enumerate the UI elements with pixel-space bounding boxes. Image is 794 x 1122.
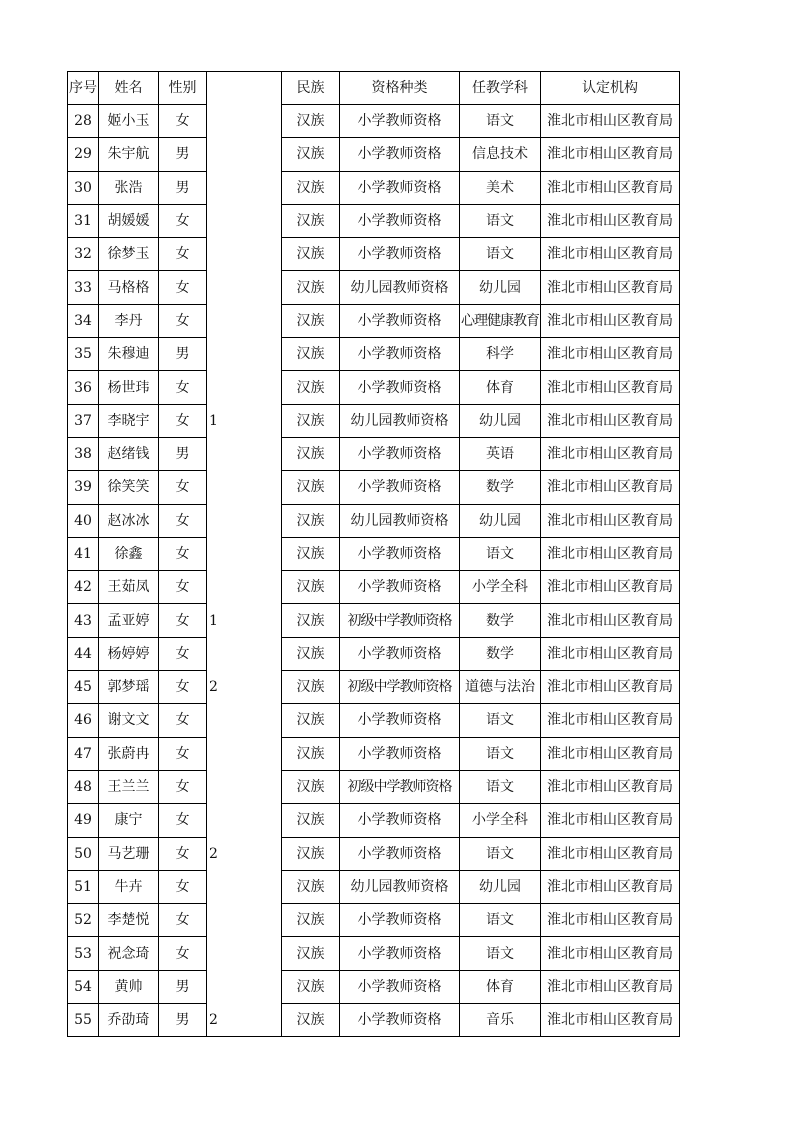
cell-blank [245, 171, 282, 204]
cell-authority: 淮北市相山区教育局 [541, 537, 680, 570]
cell-ethnicity: 汉族 [282, 338, 340, 371]
cell-qualification: 小学教师资格 [340, 171, 460, 204]
cell-gender: 男 [159, 138, 207, 171]
cell-ethnicity: 汉族 [282, 437, 340, 470]
cell-ethnicity: 汉族 [282, 571, 340, 604]
table-row [68, 338, 680, 371]
cell-blank [245, 338, 282, 371]
cell-ethnicity: 汉族 [282, 804, 340, 837]
cell-authority: 淮北市相山区教育局 [541, 837, 680, 870]
cell-blank [245, 504, 282, 537]
cell-gender: 女 [159, 870, 207, 903]
cell-extra [207, 171, 245, 204]
table-row [68, 504, 680, 537]
cell-name: 康宁 [99, 804, 159, 837]
header-gender: 性别 [159, 72, 207, 105]
cell-name: 谢文文 [99, 704, 159, 737]
cell-qualification: 小学教师资格 [340, 338, 460, 371]
cell-blank [245, 770, 282, 803]
cell-blank [245, 637, 282, 670]
cell-subject: 道德与法治 [460, 671, 541, 704]
table-row [68, 704, 680, 737]
cell-seq: 36 [68, 371, 99, 404]
cell-extra [207, 904, 245, 937]
table-row [68, 937, 680, 970]
cell-gender: 女 [159, 671, 207, 704]
cell-seq: 46 [68, 704, 99, 737]
cell-ethnicity: 汉族 [282, 204, 340, 237]
cell-ethnicity: 汉族 [282, 138, 340, 171]
cell-gender: 女 [159, 704, 207, 737]
cell-blank [245, 804, 282, 837]
cell-qualification: 小学教师资格 [340, 437, 460, 470]
cell-qualification: 初级中学教师资格 [340, 770, 460, 803]
cell-name: 杨世玮 [99, 371, 159, 404]
cell-qualification: 幼儿园教师资格 [340, 271, 460, 304]
cell-gender: 女 [159, 238, 207, 271]
cell-authority: 淮北市相山区教育局 [541, 970, 680, 1003]
cell-seq: 31 [68, 204, 99, 237]
cell-subject: 心理健康教育 [460, 304, 541, 337]
cell-extra [207, 504, 245, 537]
cell-qualification: 初级中学教师资格 [340, 671, 460, 704]
cell-gender: 女 [159, 937, 207, 970]
cell-authority: 淮北市相山区教育局 [541, 870, 680, 903]
cell-subject: 数学 [460, 637, 541, 670]
cell-ethnicity: 汉族 [282, 1004, 340, 1037]
cell-blank [245, 138, 282, 171]
cell-authority: 淮北市相山区教育局 [541, 504, 680, 537]
cell-qualification: 小学教师资格 [340, 238, 460, 271]
cell-ethnicity: 汉族 [282, 970, 340, 1003]
cell-qualification: 小学教师资格 [340, 904, 460, 937]
cell-subject: 信息技术 [460, 138, 541, 171]
cell-blank [245, 238, 282, 271]
cell-qualification: 小学教师资格 [340, 937, 460, 970]
cell-subject: 语文 [460, 937, 541, 970]
cell-subject: 语文 [460, 537, 541, 570]
cell-extra [207, 537, 245, 570]
cell-extra [207, 970, 245, 1003]
table-row [68, 437, 680, 470]
cell-qualification: 小学教师资格 [340, 837, 460, 870]
cell-qualification: 小学教师资格 [340, 105, 460, 138]
table-row [68, 637, 680, 670]
table-row [68, 837, 680, 870]
cell-blank [245, 537, 282, 570]
cell-name: 马格格 [99, 271, 159, 304]
cell-blank [245, 404, 282, 437]
cell-gender: 女 [159, 304, 207, 337]
cell-subject: 美术 [460, 171, 541, 204]
cell-ethnicity: 汉族 [282, 704, 340, 737]
cell-seq: 54 [68, 970, 99, 1003]
cell-name: 马艺珊 [99, 837, 159, 870]
cell-blank [245, 1004, 282, 1037]
cell-blank [245, 105, 282, 138]
table-row [68, 571, 680, 604]
cell-authority: 淮北市相山区教育局 [541, 304, 680, 337]
cell-seq: 38 [68, 437, 99, 470]
cell-extra [207, 937, 245, 970]
cell-name: 杨婷婷 [99, 637, 159, 670]
cell-qualification: 幼儿园教师资格 [340, 870, 460, 903]
cell-extra: 1 [207, 604, 245, 637]
cell-ethnicity: 汉族 [282, 837, 340, 870]
cell-blank [245, 671, 282, 704]
cell-subject: 数学 [460, 471, 541, 504]
cell-name: 徐鑫 [99, 537, 159, 570]
cell-subject: 幼儿园 [460, 870, 541, 903]
cell-subject: 体育 [460, 970, 541, 1003]
cell-ethnicity: 汉族 [282, 504, 340, 537]
table-header [68, 72, 680, 105]
cell-gender: 男 [159, 1004, 207, 1037]
cell-subject: 科学 [460, 338, 541, 371]
cell-name: 张蔚冉 [99, 737, 159, 770]
cell-subject: 语文 [460, 837, 541, 870]
cell-seq: 30 [68, 171, 99, 204]
table-row [68, 904, 680, 937]
cell-authority: 淮北市相山区教育局 [541, 471, 680, 504]
cell-ethnicity: 汉族 [282, 937, 340, 970]
cell-extra [207, 571, 245, 604]
cell-authority: 淮北市相山区教育局 [541, 437, 680, 470]
header-row [68, 72, 680, 105]
cell-blank [245, 271, 282, 304]
cell-ethnicity: 汉族 [282, 637, 340, 670]
cell-gender: 女 [159, 837, 207, 870]
cell-seq: 33 [68, 271, 99, 304]
cell-seq: 51 [68, 870, 99, 903]
cell-name: 乔劭琦 [99, 1004, 159, 1037]
cell-seq: 47 [68, 737, 99, 770]
cell-seq: 48 [68, 770, 99, 803]
cell-extra: 1 [207, 404, 245, 437]
cell-qualification: 小学教师资格 [340, 371, 460, 404]
cell-blank [245, 604, 282, 637]
cell-ethnicity: 汉族 [282, 238, 340, 271]
cell-ethnicity: 汉族 [282, 371, 340, 404]
cell-seq: 45 [68, 671, 99, 704]
cell-authority: 淮北市相山区教育局 [541, 671, 680, 704]
table-body [68, 105, 680, 1037]
cell-authority: 淮北市相山区教育局 [541, 637, 680, 670]
cell-ethnicity: 汉族 [282, 737, 340, 770]
cell-name: 姬小玉 [99, 105, 159, 138]
cell-gender: 女 [159, 204, 207, 237]
cell-blank [245, 837, 282, 870]
cell-extra [207, 271, 245, 304]
header-authority: 认定机构 [541, 72, 680, 105]
cell-authority: 淮北市相山区教育局 [541, 371, 680, 404]
cell-qualification: 小学教师资格 [340, 970, 460, 1003]
cell-gender: 女 [159, 737, 207, 770]
cell-extra [207, 138, 245, 171]
table-row [68, 171, 680, 204]
cell-subject: 语文 [460, 904, 541, 937]
header-qualification: 资格种类 [340, 72, 460, 105]
cell-seq: 52 [68, 904, 99, 937]
cell-extra [207, 238, 245, 271]
cell-gender: 女 [159, 105, 207, 138]
cell-extra [207, 204, 245, 237]
cell-authority: 淮北市相山区教育局 [541, 604, 680, 637]
cell-gender: 女 [159, 271, 207, 304]
cell-blank [245, 704, 282, 737]
cell-ethnicity: 汉族 [282, 304, 340, 337]
cell-extra [207, 804, 245, 837]
cell-seq: 55 [68, 1004, 99, 1037]
table-row [68, 1004, 680, 1037]
cell-gender: 男 [159, 171, 207, 204]
table-row [68, 804, 680, 837]
cell-gender: 女 [159, 604, 207, 637]
header-subject: 任教学科 [460, 72, 541, 105]
cell-gender: 女 [159, 537, 207, 570]
cell-seq: 39 [68, 471, 99, 504]
table-row [68, 204, 680, 237]
table-row [68, 471, 680, 504]
cell-seq: 28 [68, 105, 99, 138]
cell-blank [245, 870, 282, 903]
cell-name: 王兰兰 [99, 770, 159, 803]
cell-authority: 淮北市相山区教育局 [541, 904, 680, 937]
cell-name: 张浩 [99, 171, 159, 204]
header-name: 姓名 [99, 72, 159, 105]
cell-ethnicity: 汉族 [282, 271, 340, 304]
table-row [68, 271, 680, 304]
cell-seq: 40 [68, 504, 99, 537]
cell-name: 李丹 [99, 304, 159, 337]
cell-gender: 男 [159, 437, 207, 470]
table-row [68, 537, 680, 570]
cell-seq: 53 [68, 937, 99, 970]
cell-extra [207, 304, 245, 337]
cell-name: 朱穆迪 [99, 338, 159, 371]
cell-authority: 淮北市相山区教育局 [541, 138, 680, 171]
cell-subject: 幼儿园 [460, 271, 541, 304]
cell-extra: 2 [207, 671, 245, 704]
cell-seq: 44 [68, 637, 99, 670]
cell-ethnicity: 汉族 [282, 770, 340, 803]
cell-qualification: 小学教师资格 [340, 204, 460, 237]
cell-qualification: 小学教师资格 [340, 737, 460, 770]
cell-gender: 男 [159, 338, 207, 371]
table-row [68, 770, 680, 803]
cell-blank [245, 937, 282, 970]
table-row [68, 671, 680, 704]
cell-subject: 体育 [460, 371, 541, 404]
cell-name: 胡媛媛 [99, 204, 159, 237]
cell-authority: 淮北市相山区教育局 [541, 171, 680, 204]
cell-qualification: 小学教师资格 [340, 471, 460, 504]
cell-gender: 女 [159, 637, 207, 670]
cell-name: 黄帅 [99, 970, 159, 1003]
cell-ethnicity: 汉族 [282, 671, 340, 704]
cell-seq: 32 [68, 238, 99, 271]
cell-name: 赵绪钱 [99, 437, 159, 470]
cell-gender: 女 [159, 904, 207, 937]
cell-name: 李楚悦 [99, 904, 159, 937]
cell-blank [245, 371, 282, 404]
cell-seq: 43 [68, 604, 99, 637]
cell-name: 徐梦玉 [99, 238, 159, 271]
teacher-qualification-table [67, 71, 680, 1037]
table-row [68, 404, 680, 437]
cell-blank [245, 437, 282, 470]
cell-subject: 音乐 [460, 1004, 541, 1037]
cell-ethnicity: 汉族 [282, 537, 340, 570]
cell-gender: 男 [159, 970, 207, 1003]
cell-ethnicity: 汉族 [282, 171, 340, 204]
cell-qualification: 小学教师资格 [340, 704, 460, 737]
cell-extra [207, 437, 245, 470]
cell-name: 郭梦瑶 [99, 671, 159, 704]
cell-subject: 语文 [460, 770, 541, 803]
cell-gender: 女 [159, 770, 207, 803]
cell-extra [207, 105, 245, 138]
cell-qualification: 小学教师资格 [340, 571, 460, 604]
cell-gender: 女 [159, 371, 207, 404]
cell-subject: 英语 [460, 437, 541, 470]
cell-seq: 42 [68, 571, 99, 604]
cell-ethnicity: 汉族 [282, 604, 340, 637]
cell-ethnicity: 汉族 [282, 105, 340, 138]
cell-seq: 34 [68, 304, 99, 337]
cell-seq: 37 [68, 404, 99, 437]
cell-seq: 29 [68, 138, 99, 171]
cell-qualification: 小学教师资格 [340, 637, 460, 670]
cell-name: 牛卉 [99, 870, 159, 903]
cell-authority: 淮北市相山区教育局 [541, 804, 680, 837]
cell-subject: 小学全科 [460, 804, 541, 837]
cell-subject: 幼儿园 [460, 504, 541, 537]
cell-gender: 女 [159, 504, 207, 537]
cell-qualification: 幼儿园教师资格 [340, 504, 460, 537]
cell-ethnicity: 汉族 [282, 904, 340, 937]
cell-blank [245, 204, 282, 237]
table-row [68, 737, 680, 770]
cell-authority: 淮北市相山区教育局 [541, 937, 680, 970]
header-seq: 序号 [68, 72, 99, 105]
cell-qualification: 小学教师资格 [340, 804, 460, 837]
cell-extra [207, 704, 245, 737]
cell-authority: 淮北市相山区教育局 [541, 105, 680, 138]
cell-gender: 女 [159, 804, 207, 837]
table-row [68, 138, 680, 171]
cell-blank [245, 737, 282, 770]
cell-subject: 语文 [460, 737, 541, 770]
cell-authority: 淮北市相山区教育局 [541, 238, 680, 271]
cell-subject: 小学全科 [460, 571, 541, 604]
cell-seq: 49 [68, 804, 99, 837]
cell-name: 王茹凤 [99, 571, 159, 604]
cell-qualification: 幼儿园教师资格 [340, 404, 460, 437]
table-row [68, 371, 680, 404]
cell-ethnicity: 汉族 [282, 870, 340, 903]
cell-gender: 女 [159, 471, 207, 504]
cell-seq: 35 [68, 338, 99, 371]
cell-authority: 淮北市相山区教育局 [541, 1004, 680, 1037]
cell-extra: 2 [207, 837, 245, 870]
cell-name: 赵冰冰 [99, 504, 159, 537]
cell-seq: 50 [68, 837, 99, 870]
cell-qualification: 小学教师资格 [340, 1004, 460, 1037]
cell-blank [245, 904, 282, 937]
cell-subject: 语文 [460, 105, 541, 138]
cell-authority: 淮北市相山区教育局 [541, 704, 680, 737]
cell-authority: 淮北市相山区教育局 [541, 204, 680, 237]
cell-extra [207, 371, 245, 404]
cell-authority: 淮北市相山区教育局 [541, 404, 680, 437]
cell-qualification: 初级中学教师资格 [340, 604, 460, 637]
table-row [68, 970, 680, 1003]
cell-extra [207, 737, 245, 770]
cell-authority: 淮北市相山区教育局 [541, 571, 680, 604]
header-blank-b [245, 72, 282, 105]
table-row [68, 105, 680, 138]
cell-extra [207, 770, 245, 803]
cell-extra [207, 870, 245, 903]
cell-name: 李晓宇 [99, 404, 159, 437]
cell-blank [245, 304, 282, 337]
cell-authority: 淮北市相山区教育局 [541, 271, 680, 304]
cell-gender: 女 [159, 571, 207, 604]
cell-authority: 淮北市相山区教育局 [541, 338, 680, 371]
cell-subject: 语文 [460, 204, 541, 237]
header-ethnicity: 民族 [282, 72, 340, 105]
cell-authority: 淮北市相山区教育局 [541, 737, 680, 770]
table-row [68, 870, 680, 903]
cell-extra [207, 338, 245, 371]
cell-qualification: 小学教师资格 [340, 537, 460, 570]
cell-subject: 幼儿园 [460, 404, 541, 437]
cell-extra [207, 637, 245, 670]
cell-name: 祝念琦 [99, 937, 159, 970]
cell-blank [245, 571, 282, 604]
cell-extra: 2 [207, 1004, 245, 1037]
cell-qualification: 小学教师资格 [340, 138, 460, 171]
cell-blank [245, 471, 282, 504]
cell-gender: 女 [159, 404, 207, 437]
cell-authority: 淮北市相山区教育局 [541, 770, 680, 803]
cell-extra [207, 471, 245, 504]
cell-subject: 语文 [460, 238, 541, 271]
table-row [68, 238, 680, 271]
table-row [68, 604, 680, 637]
cell-subject: 数学 [460, 604, 541, 637]
cell-name: 朱宇航 [99, 138, 159, 171]
header-blank-a [207, 72, 245, 105]
table-row [68, 304, 680, 337]
cell-blank [245, 970, 282, 1003]
cell-name: 徐笑笑 [99, 471, 159, 504]
cell-ethnicity: 汉族 [282, 471, 340, 504]
cell-name: 孟亚婷 [99, 604, 159, 637]
cell-ethnicity: 汉族 [282, 404, 340, 437]
cell-seq: 41 [68, 537, 99, 570]
cell-subject: 语文 [460, 704, 541, 737]
cell-qualification: 小学教师资格 [340, 304, 460, 337]
